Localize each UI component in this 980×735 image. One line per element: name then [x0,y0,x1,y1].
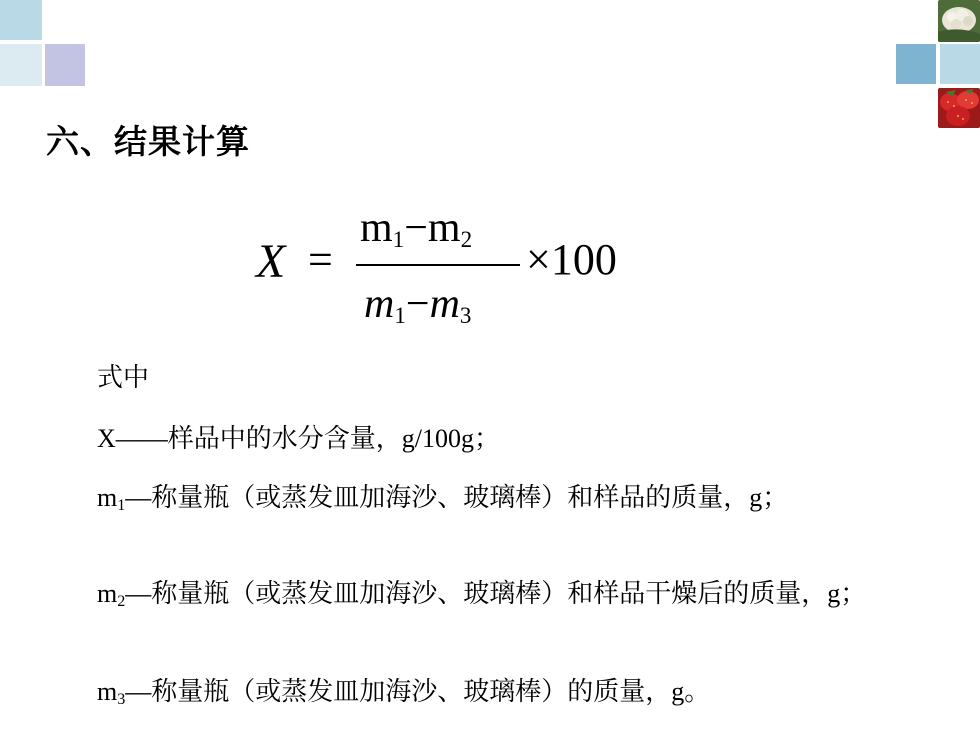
definition-m3 [97,674,877,718]
fraction-bar [356,264,520,266]
m3-symbol: m [97,677,118,706]
denominator-a: m [364,281,395,327]
numerator-b: m [427,205,461,251]
m1-subscript: 1 [117,497,126,515]
denominator-b: m [429,281,460,327]
decor-square-4 [896,44,936,84]
slide-title: 六、结果计算 [46,122,250,161]
formula-equals: = [308,235,333,284]
m1-text: —称量瓶（或蒸发皿加海沙、玻璃棒）和样品的质量，g； [125,483,789,512]
numerator-b-sub: 2 [460,225,473,252]
strawberry-photo [938,88,980,128]
definition-x: X——样品中的水分含量，g/100g； [97,424,501,453]
formula-lhs: X [256,235,286,288]
m2-subscript: 2 [117,593,126,611]
denominator-b-sub: 3 [459,301,472,328]
formula-numerator [360,204,472,253]
m2-text: —称量瓶（或蒸发皿加海沙、玻璃棒）和样品干燥后的质量，g； [125,579,867,608]
m3-text: —称量瓶（或蒸发皿加海沙、玻璃棒）的质量，g。 [125,677,711,706]
definition-m1 [97,480,877,524]
denominator-a-sub: 1 [394,301,406,328]
definitions-heading: 式中 [97,363,150,392]
decor-square-2 [0,44,42,86]
denominator-op: − [405,281,430,327]
m3-subscript: 3 [117,691,126,709]
numerator-op: − [404,205,428,251]
decor-square-1 [0,0,42,40]
numerator-a-sub: 1 [392,225,405,252]
decor-square-3 [45,44,85,86]
formula-multiplier: ×100 [526,235,617,284]
numerator-a: m [360,205,393,251]
decor-square-5 [940,44,980,84]
m1-symbol: m [97,483,118,512]
formula-denominator [364,280,471,329]
m2-symbol: m [97,579,118,608]
cauliflower-photo [938,0,980,42]
definition-m2 [97,576,877,620]
formula [256,200,656,340]
